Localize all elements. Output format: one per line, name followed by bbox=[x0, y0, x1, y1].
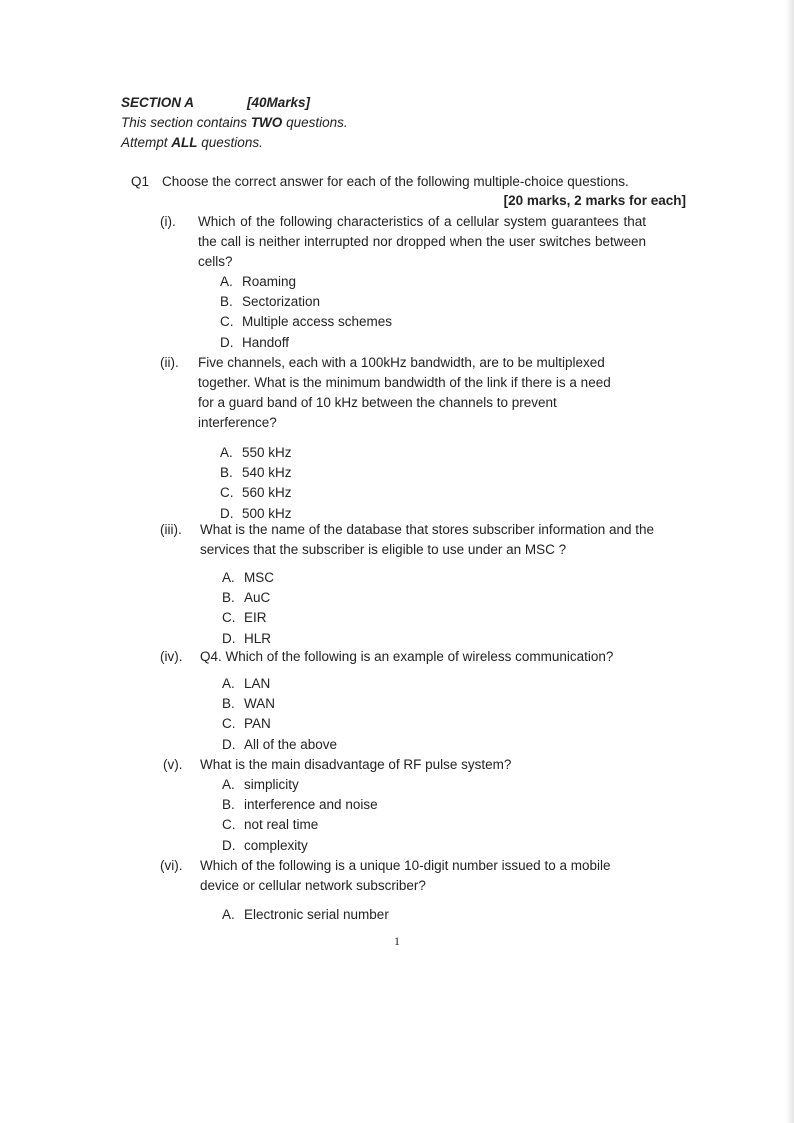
option-c: C. 560 kHz bbox=[220, 485, 292, 501]
option-a: A. LAN bbox=[222, 676, 271, 691]
options-list bbox=[222, 674, 660, 755]
option-b: B. Sectorization bbox=[220, 294, 321, 310]
question-number: (iii). bbox=[160, 522, 182, 537]
option-c: C. PAN bbox=[222, 716, 271, 732]
option-d: D. 500 kHz bbox=[220, 505, 292, 521]
question-vi bbox=[160, 856, 628, 925]
option-a: A. simplicity bbox=[222, 777, 299, 792]
question-text: Which of the following is a unique 10-digit number issued to a mobile device or cellular network subscriber? bbox=[200, 858, 611, 893]
option-a: A. MSC bbox=[222, 570, 274, 585]
q1-instruction: Choose the correct answer for each of the following multiple-choice questions. bbox=[162, 174, 629, 189]
page-edge-shadow bbox=[786, 0, 794, 1123]
question-number: (vi). bbox=[160, 858, 183, 873]
attempt-scope: ALL bbox=[171, 135, 198, 150]
question-i bbox=[160, 212, 646, 353]
question-number: (ii). bbox=[160, 355, 179, 370]
option-d: D. All of the above bbox=[222, 736, 338, 752]
section-header bbox=[121, 93, 348, 153]
question-iv bbox=[160, 647, 660, 755]
option-c: C. not real time bbox=[222, 817, 319, 833]
option-b: B. WAN bbox=[222, 696, 275, 712]
question-text: What is the main disadvantage of RF pulse system? bbox=[200, 757, 512, 772]
option-d: D. HLR bbox=[222, 630, 272, 646]
options-list bbox=[220, 443, 620, 524]
section-title-line bbox=[121, 93, 348, 113]
option-d: D. Handoff bbox=[220, 334, 290, 350]
question-text: What is the name of the database that stores subscriber information and the services that the subscriber is eligible to use under an MSC ? bbox=[200, 522, 655, 557]
question-number: (v). bbox=[163, 757, 183, 772]
q1-number: Q1 bbox=[131, 174, 150, 189]
option-b: B. 540 kHz bbox=[220, 465, 292, 481]
section-instruction-1: This section contains TWO questions. bbox=[121, 115, 348, 130]
question-text: Which of the following characteristics of a cellular system guarantees that the call is neither interrupted nor dropped when the user switches between cells? bbox=[198, 214, 646, 269]
option-a: A. 550 kHz bbox=[220, 445, 292, 460]
question-count: TWO bbox=[250, 115, 283, 130]
question-number: (iv). bbox=[160, 649, 183, 664]
options-list bbox=[222, 775, 660, 856]
option-b: B. AuC bbox=[222, 590, 271, 606]
options-list bbox=[220, 272, 646, 353]
section-instruction-2: Attempt ALL questions. bbox=[121, 135, 263, 150]
question-number: (i). bbox=[160, 214, 176, 229]
option-b: B. interference and noise bbox=[222, 797, 378, 813]
option-d: D. complexity bbox=[222, 837, 308, 853]
question-text: Q4. Which of the following is an example of wireless communication? bbox=[200, 649, 614, 664]
option-a: A. Roaming bbox=[220, 274, 297, 289]
option-a: A. Electronic serial number bbox=[222, 907, 389, 922]
question-iii bbox=[160, 520, 660, 649]
options-list bbox=[222, 568, 660, 649]
q1-marks: [20 marks, 2 marks for each] bbox=[503, 193, 686, 208]
option-c: C. EIR bbox=[222, 610, 267, 626]
page-number: 1 bbox=[394, 934, 400, 948]
options-list bbox=[222, 905, 628, 925]
question-ii bbox=[160, 353, 620, 524]
question-v bbox=[160, 755, 660, 856]
section-marks: [40Marks] bbox=[247, 95, 311, 110]
option-c: C. Multiple access schemes bbox=[220, 314, 393, 330]
section-title: SECTION A bbox=[121, 95, 195, 110]
question-text: Five channels, each with a 100kHz bandwidth, are to be multiplexed together. What is the minimum bandwidth of the link if there is a need for a guard band of 10 kHz between the channels to prevent interference? bbox=[198, 355, 611, 430]
